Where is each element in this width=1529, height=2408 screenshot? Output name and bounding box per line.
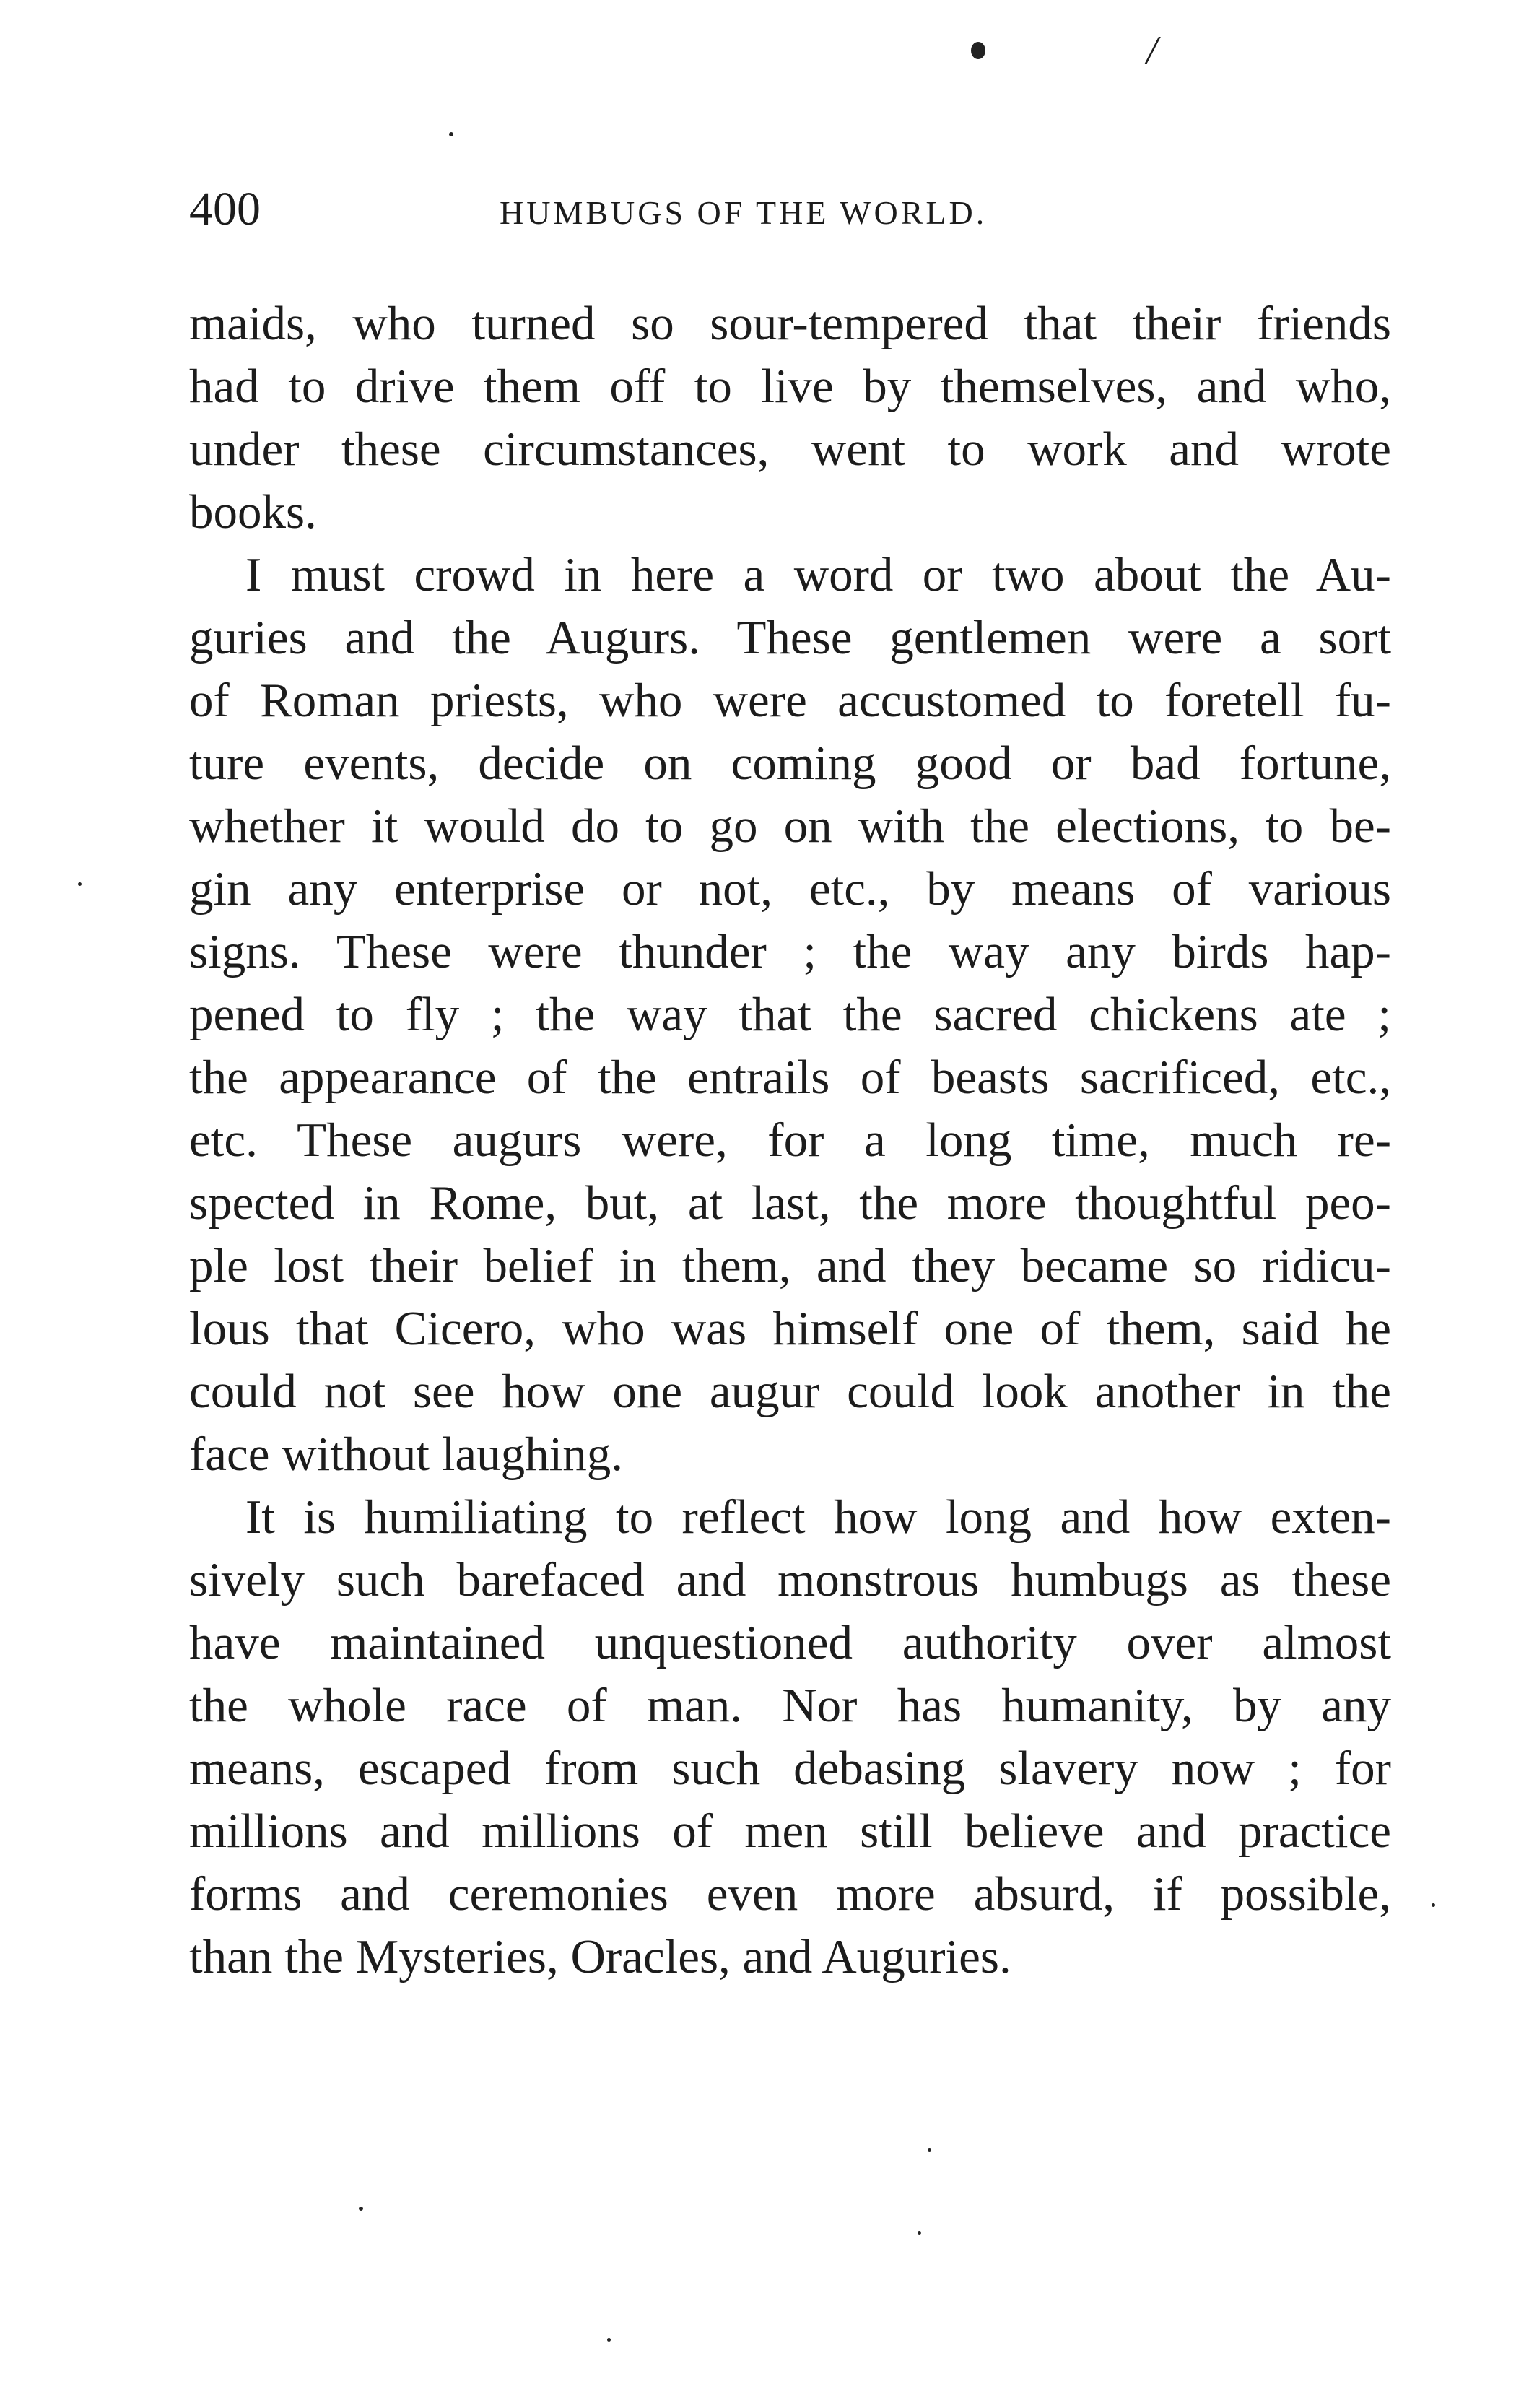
text-line: have maintained unquestioned authority over almost bbox=[189, 1616, 1391, 1669]
scan-speck bbox=[449, 132, 453, 136]
scan-mark: / bbox=[1146, 28, 1158, 73]
text-line: pened to fly ; the way that the sacred chickens ate ; bbox=[189, 988, 1391, 1041]
text-line: had to drive them off to live by themselves, and who, bbox=[189, 360, 1391, 413]
scan-speck bbox=[607, 2338, 611, 2342]
text-line: lous that Cicero, who was himself one of them, said he bbox=[189, 1302, 1391, 1355]
text-line: signs. These were thunder ; the way any birds hap- bbox=[189, 925, 1391, 978]
scan-speck bbox=[971, 42, 985, 59]
text-line: of Roman priests, who were accustomed to foretell fu- bbox=[189, 674, 1391, 727]
running-title: HUMBUGS OF THE WORLD. bbox=[500, 194, 988, 231]
page-number: 400 bbox=[189, 183, 261, 235]
paragraph bbox=[189, 292, 1391, 544]
text-line: books. bbox=[189, 485, 317, 539]
text-line: means, escaped from such debasing slavery now ; for bbox=[189, 1742, 1391, 1795]
text-line: forms and ceremonies even more absurd, if possible, bbox=[189, 1867, 1391, 1921]
text-line: sively such barefaced and monstrous humbugs as these bbox=[189, 1553, 1391, 1607]
paragraph bbox=[189, 1486, 1391, 1988]
text-line: under these circumstances, went to work and wrote bbox=[189, 422, 1391, 476]
text-line: spected in Rome, but, at last, the more thoughtful peo- bbox=[189, 1176, 1391, 1230]
body-text bbox=[189, 292, 1391, 1988]
text-line: ture events, decide on coming good or bad fortune, bbox=[189, 736, 1391, 790]
text-line: than the Mysteries, Oracles, and Auguries. bbox=[189, 1930, 1011, 1983]
text-line: It is humiliating to reflect how long and how exten- bbox=[245, 1490, 1391, 1544]
text-line: the whole race of man. Nor has humanity, by any bbox=[189, 1679, 1391, 1732]
text-line: could not see how one augur could look another in the bbox=[189, 1365, 1391, 1418]
page-header bbox=[189, 181, 1391, 238]
scan-speck bbox=[928, 2148, 931, 2152]
text-line: maids, who turned so sour-tempered that their friends bbox=[189, 297, 1391, 350]
text-line: guries and the Augurs. These gentlemen were a sort bbox=[189, 611, 1391, 664]
text-line: the appearance of the entrails of beasts sacrificed, etc., bbox=[189, 1051, 1391, 1104]
scan-speck bbox=[78, 882, 82, 886]
scan-speck bbox=[359, 2207, 363, 2211]
text-line: ple lost their belief in them, and they became so ridicu- bbox=[189, 1239, 1391, 1292]
text-line: face without laughing. bbox=[189, 1427, 623, 1481]
scan-speck bbox=[1432, 1903, 1435, 1907]
text-line: whether it would do to go on with the elections, to be- bbox=[189, 799, 1391, 853]
text-line: millions and millions of men still believe and practice bbox=[189, 1804, 1391, 1858]
text-line: gin any enterprise or not, etc., by means of various bbox=[189, 862, 1391, 916]
text-line: etc. These augurs were, for a long time, much re- bbox=[189, 1113, 1391, 1167]
scan-speck bbox=[918, 2231, 921, 2235]
text-line: I must crowd in here a word or two about the Au- bbox=[245, 548, 1391, 601]
paragraph bbox=[189, 544, 1391, 1486]
